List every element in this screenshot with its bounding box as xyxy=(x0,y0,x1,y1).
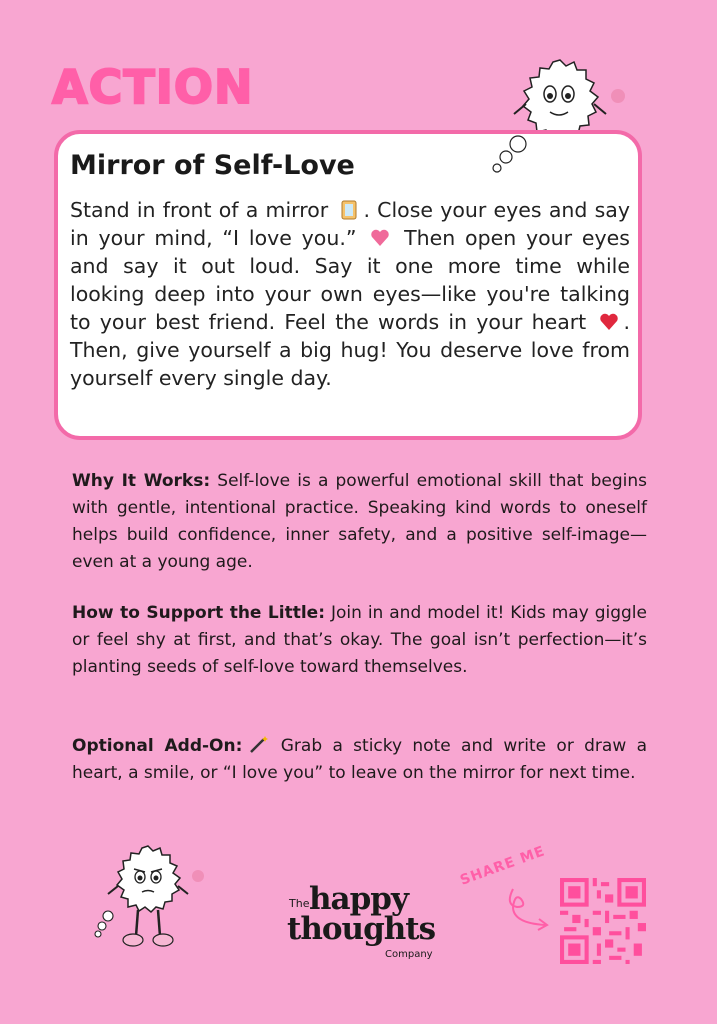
qr-code-icon[interactable] xyxy=(560,878,646,964)
logo-happy: happy xyxy=(309,881,408,917)
logo-thoughts: thoughts xyxy=(287,911,436,947)
card-text-4: . Then, give yourself a big hug! You deserve love from yourself every single day. xyxy=(70,310,630,390)
section-heading: Optional Add-On: xyxy=(72,736,243,756)
curly-arrow-icon xyxy=(505,885,555,935)
magic-wand-icon xyxy=(248,736,270,754)
card-text-3: Then open your eyes and say it out loud. Say it one more time while looking deep into your own eyes—like you're talking to your best friend. Feel the words in your heart xyxy=(70,226,630,334)
section-text: Grab a sticky note and write or draw a heart, a smile, or “I love you” to leave on the mirror for next time. xyxy=(72,736,647,783)
logo-company: Company xyxy=(385,949,433,960)
section-text: Self-love is a powerful emotional skill that begins with gentle, intentional practice. Speaking kind words to oneself helps build confidence, inner safety, and a positive self-image—even at a young age. xyxy=(72,471,648,572)
card-text-1: Stand in front of a mirror xyxy=(70,198,329,222)
thought-bubbles-icon xyxy=(488,132,528,177)
card-body xyxy=(70,196,630,392)
heart-icon xyxy=(370,228,390,248)
section-text: Join in and model it! Kids may giggle or feel shy at first, and that’s okay. The goal isn’t perfection—it’s planting seeds of self-love toward themselves. xyxy=(72,603,647,677)
share-label: SHARE ME xyxy=(457,843,548,889)
how-to-support xyxy=(72,600,647,681)
card-title: Mirror of Self-Love xyxy=(70,150,355,181)
section-heading: How to Support the Little: xyxy=(72,603,325,623)
mascot-grumpy-icon xyxy=(88,838,218,968)
section-heading: Why It Works: xyxy=(72,471,211,491)
logo-the: The xyxy=(289,897,310,910)
card-text-2: . Close your eyes and say in your mind, “I love you.” xyxy=(70,198,630,250)
mirror-icon xyxy=(339,200,359,220)
red-heart-icon xyxy=(599,312,619,332)
why-it-works xyxy=(72,468,647,576)
section-label: ACTION xyxy=(52,60,254,114)
optional-add-on xyxy=(72,733,647,787)
